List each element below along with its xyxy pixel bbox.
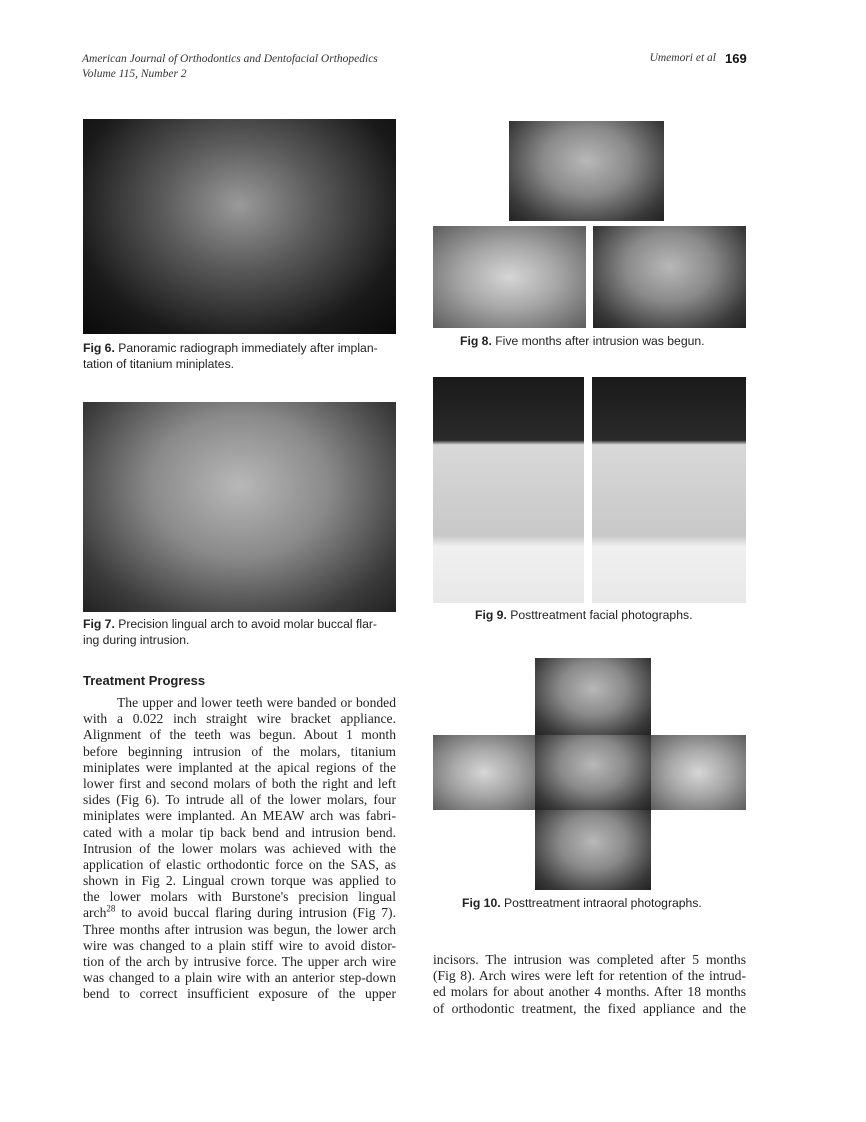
body-text-right — [433, 952, 746, 1017]
fig9-frontal-face-photo — [433, 377, 584, 603]
caption-text: ing during intrusion. — [83, 633, 190, 647]
text-line: Intrusion of the lower molars was achieved with the — [83, 840, 396, 856]
section-heading: Treatment Progress — [83, 673, 206, 688]
text-line: The upper and lower teeth were banded or bonded — [117, 695, 396, 710]
page-number: 169 — [725, 51, 747, 66]
volume-number: Volume 115, Number 2 — [82, 68, 187, 80]
fig-label: Fig 10. — [462, 896, 501, 910]
fig10-right-lateral — [433, 735, 535, 810]
text-line: bend to correct insufficient exposure of the upper — [83, 986, 396, 1002]
fig8-frontal-photo — [509, 121, 664, 221]
text-line: application of elastic orthodontic force on the SAS, as — [83, 856, 396, 872]
body-text-left — [83, 695, 396, 1003]
text-line: before beginning intrusion of the molars, titanium — [83, 743, 396, 759]
fig10-frontal — [535, 735, 651, 810]
text-fragment: arch — [83, 905, 107, 921]
text-line: the lower molars with Burstone's precision lingual — [83, 889, 396, 905]
text-line: with a 0.022 inch straight wire bracket appliance. — [83, 711, 396, 727]
caption-text: Posttreatment facial photographs. — [506, 608, 693, 622]
text-line: sides (Fig 6). To intrude all of the lower molars, four — [83, 792, 396, 808]
caption-text: tation of titanium miniplates. — [83, 357, 235, 371]
text-line: incisors. The intrusion was completed after 5 months — [433, 952, 746, 967]
fig10-upper-occlusal — [535, 658, 651, 735]
text-line: wire was changed to a plain stiff wire to avoid distor- — [83, 937, 396, 953]
caption-text: Five months after intrusion was begun. — [491, 334, 705, 348]
fig-label: Fig 6. — [83, 341, 115, 355]
text-line: was changed to a plain wire with an anterior step-down — [83, 970, 396, 986]
text-line: Alignment of the teeth was begun. About 1 month — [83, 727, 396, 743]
fig-label: Fig 8. — [460, 334, 492, 348]
fig10-left-lateral — [651, 735, 746, 810]
fig-label: Fig 9. — [475, 608, 507, 622]
text-line: miniplates were implanted. An MEAW arch was fabri- — [83, 808, 396, 824]
text-fragment: to avoid buccal flaring during intrusion (Fig 7). — [115, 905, 396, 921]
journal-title: American Journal of Orthodontics and Dentofacial Orthopedics — [82, 53, 378, 65]
text-line: Three months after intrusion was begun, the lower arch — [83, 921, 396, 937]
text-line: tion of the arch by intrusive force. The upper arch wire — [83, 954, 396, 969]
fig10-caption — [462, 895, 702, 911]
text-line: of orthodontic treatment, the fixed appliance and the — [433, 1000, 746, 1016]
text-line — [83, 905, 396, 921]
text-line: cated with a molar tip back bend and intrusion bend. — [83, 824, 396, 840]
fig6-panoramic-radiograph — [83, 119, 396, 334]
running-authors: Umemori et al — [649, 52, 716, 64]
caption-text: Panoramic radiograph immediately after implan- — [114, 341, 378, 355]
fig-label: Fig 7. — [83, 617, 115, 631]
text-line: shown in Fig 2. Lingual crown torque was applied to — [83, 873, 396, 889]
text-line: ed molars for about another 4 months. After 18 months — [433, 984, 746, 1000]
fig8-occlusal-photo — [593, 226, 746, 328]
fig9-caption — [475, 607, 692, 623]
caption-text: Precision lingual arch to avoid molar buccal flar- — [114, 617, 377, 631]
reference-superscript: 28 — [106, 903, 116, 914]
fig8-caption — [460, 333, 705, 349]
fig9-profile-face-photo — [592, 377, 746, 603]
fig7-lingual-arch-photo — [83, 402, 396, 612]
text-line: lower first and second molars of both the right and left — [83, 775, 396, 791]
fig10-lower-occlusal — [535, 810, 651, 890]
fig7-caption — [83, 616, 403, 648]
caption-text: Posttreatment intraoral photographs. — [500, 896, 702, 910]
fig6-caption — [83, 340, 403, 372]
text-line: miniplates were implanted at the apical regions of the — [83, 759, 396, 775]
fig8-lateral-photo — [433, 226, 586, 328]
text-line: (Fig 8). Arch wires were left for retention of the intrud- — [433, 968, 746, 984]
